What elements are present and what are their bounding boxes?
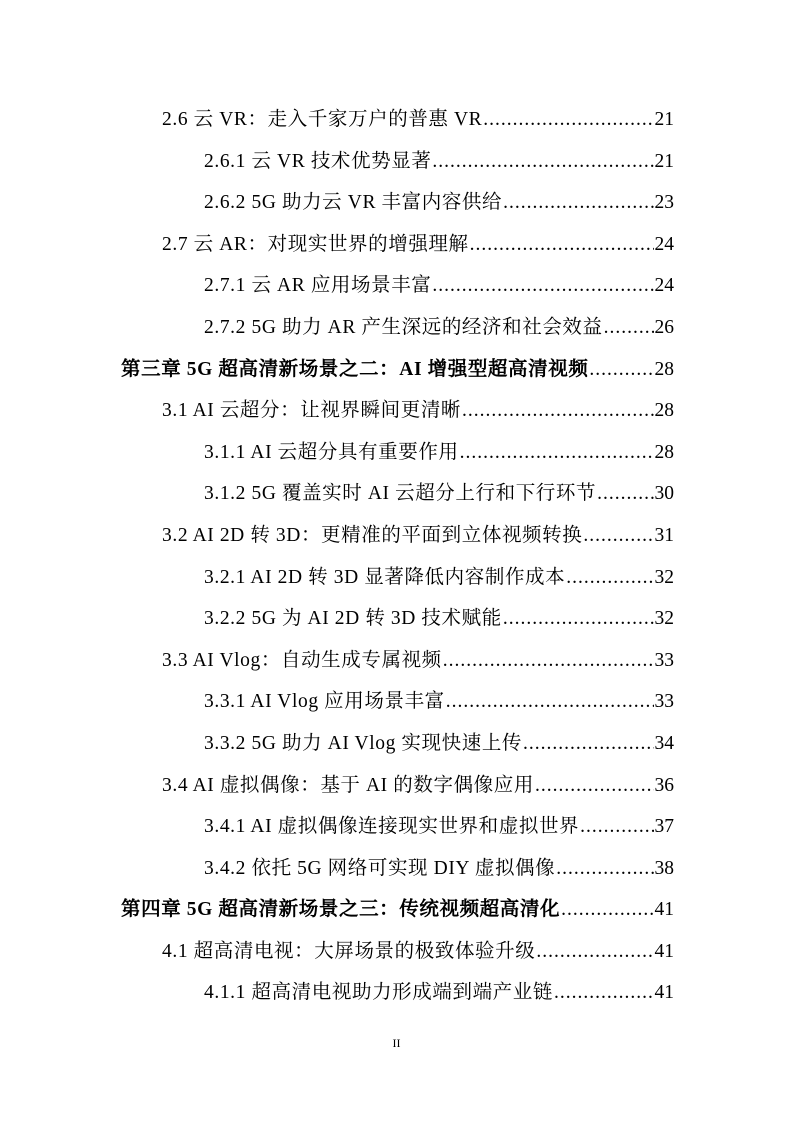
toc-entry-title: 2.6.2 5G 助力云 VR 丰富内容供给 — [204, 192, 503, 214]
toc-entry-page: 28 — [654, 441, 674, 463]
toc-leader-dots — [604, 307, 654, 349]
toc-entry-page: 28 — [654, 358, 674, 380]
toc-entry-page: 23 — [654, 192, 674, 214]
toc-entry-page: 41 — [654, 982, 674, 1004]
toc-leader-dots — [470, 224, 654, 266]
toc-entry-page: 38 — [654, 857, 674, 879]
toc-leader-dots — [462, 390, 653, 432]
toc-entry-page: 21 — [654, 109, 674, 130]
toc-entry-page: 41 — [654, 899, 674, 921]
toc-entry[interactable] — [0, 640, 793, 682]
toc-entry-title: 3.2 AI 2D 转 3D：更精准的平面到立体视频转换 — [162, 524, 583, 546]
toc-leader-dots — [597, 473, 653, 515]
toc-entry[interactable] — [0, 390, 793, 432]
toc-entry[interactable] — [0, 307, 793, 349]
toc-entry-title: 3.4.2 依托 5G 网络可实现 DIY 虚拟偶像 — [204, 857, 556, 879]
table-of-contents — [0, 99, 793, 1014]
toc-leader-dots — [483, 99, 653, 141]
toc-leader-dots — [523, 723, 653, 765]
toc-entry-title: 3.1 AI 云超分：让视界瞬间更清晰 — [162, 400, 462, 422]
toc-entry[interactable] — [0, 848, 793, 890]
toc-entry[interactable] — [0, 224, 793, 266]
toc-leader-dots — [535, 765, 654, 807]
toc-entry-page: 30 — [654, 483, 674, 505]
toc-entry-title: 3.3 AI Vlog：自动生成专属视频 — [162, 649, 442, 671]
toc-entry[interactable] — [0, 723, 793, 765]
toc-entry[interactable] — [0, 806, 793, 848]
toc-leader-dots — [554, 972, 654, 1014]
toc-entry-title: 3.2.2 5G 为 AI 2D 转 3D 技术赋能 — [204, 608, 502, 630]
toc-entry-page: 24 — [654, 275, 674, 297]
toc-entry[interactable] — [0, 99, 793, 141]
toc-entry-title: 3.4 AI 虚拟偶像：基于 AI 的数字偶像应用 — [162, 774, 534, 796]
toc-entry[interactable] — [0, 515, 793, 557]
toc-leader-dots — [446, 681, 654, 723]
toc-entry-title: 3.2.1 AI 2D 转 3D 显著降低内容制作成本 — [204, 566, 566, 588]
toc-entry-title: 4.1 超高清电视：大屏场景的极致体验升级 — [162, 940, 536, 962]
toc-entry[interactable] — [0, 972, 793, 1014]
toc-entry[interactable] — [0, 473, 793, 515]
toc-entry-page: 24 — [654, 233, 674, 255]
toc-chapter-entry[interactable] — [0, 349, 793, 391]
toc-entry[interactable] — [0, 598, 793, 640]
toc-leader-dots — [561, 889, 653, 931]
toc-leader-dots — [589, 349, 653, 391]
toc-entry-title: 第三章 5G 超高清新场景之二：AI 增强型超高清视频 — [121, 358, 589, 380]
toc-entry-page: 37 — [654, 816, 674, 838]
page-number: II — [392, 1036, 401, 1050]
toc-chapter-entry[interactable] — [0, 889, 793, 931]
toc-entry-title: 第四章 5G 超高清新场景之三：传统视频超高清化 — [121, 899, 561, 921]
toc-entry-page: 28 — [654, 400, 674, 422]
toc-entry-title: 3.1.1 AI 云超分具有重要作用 — [204, 441, 459, 463]
toc-entry[interactable] — [0, 931, 793, 973]
toc-entry-title: 2.7 云 AR：对现实世界的增强理解 — [162, 233, 469, 255]
toc-leader-dots — [583, 515, 653, 557]
toc-entry[interactable] — [0, 681, 793, 723]
toc-entry-title: 3.3.1 AI Vlog 应用场景丰富 — [204, 691, 445, 713]
toc-leader-dots — [503, 598, 654, 640]
toc-entry[interactable] — [0, 765, 793, 807]
toc-entry-page: 34 — [654, 732, 674, 754]
toc-entry-title: 2.7.2 5G 助力 AR 产生深远的经济和社会效益 — [204, 316, 603, 338]
toc-entry[interactable] — [0, 265, 793, 307]
toc-entry[interactable] — [0, 557, 793, 599]
toc-entry-title: 3.4.1 AI 虚拟偶像连接现实世界和虚拟世界 — [204, 816, 580, 838]
toc-entry-title: 4.1.1 超高清电视助力形成端到端产业链 — [204, 982, 553, 1004]
toc-leader-dots — [536, 931, 653, 973]
toc-leader-dots — [503, 182, 653, 224]
toc-entry-title: 2.6.1 云 VR 技术优势显著 — [204, 150, 432, 172]
toc-entry-page: 26 — [654, 316, 674, 338]
toc-entry[interactable] — [0, 141, 793, 183]
toc-entry-page: 41 — [654, 940, 674, 962]
toc-leader-dots — [432, 141, 653, 183]
toc-leader-dots — [443, 640, 654, 682]
toc-entry[interactable] — [0, 432, 793, 474]
toc-entry-page: 32 — [654, 566, 674, 588]
toc-entry-title: 3.3.2 5G 助力 AI Vlog 实现快速上传 — [204, 732, 523, 754]
toc-leader-dots — [566, 557, 653, 599]
toc-entry-title: 2.7.1 云 AR 应用场景丰富 — [204, 275, 432, 297]
toc-entry-page: 33 — [654, 649, 674, 671]
toc-entry-title: 3.1.2 5G 覆盖实时 AI 云超分上行和下行环节 — [204, 483, 597, 505]
toc-entry-page: 33 — [654, 691, 674, 713]
toc-leader-dots — [556, 848, 653, 890]
toc-entry-title: 2.6 云 VR：走入千家万户的普惠 VR — [162, 109, 483, 130]
toc-entry-page: 36 — [654, 774, 674, 796]
toc-entry-page: 21 — [654, 150, 674, 172]
toc-entry[interactable] — [0, 182, 793, 224]
toc-entry-page: 32 — [654, 608, 674, 630]
toc-leader-dots — [432, 265, 653, 307]
toc-entry-page: 31 — [654, 524, 674, 546]
toc-leader-dots — [580, 806, 653, 848]
toc-leader-dots — [460, 432, 654, 474]
